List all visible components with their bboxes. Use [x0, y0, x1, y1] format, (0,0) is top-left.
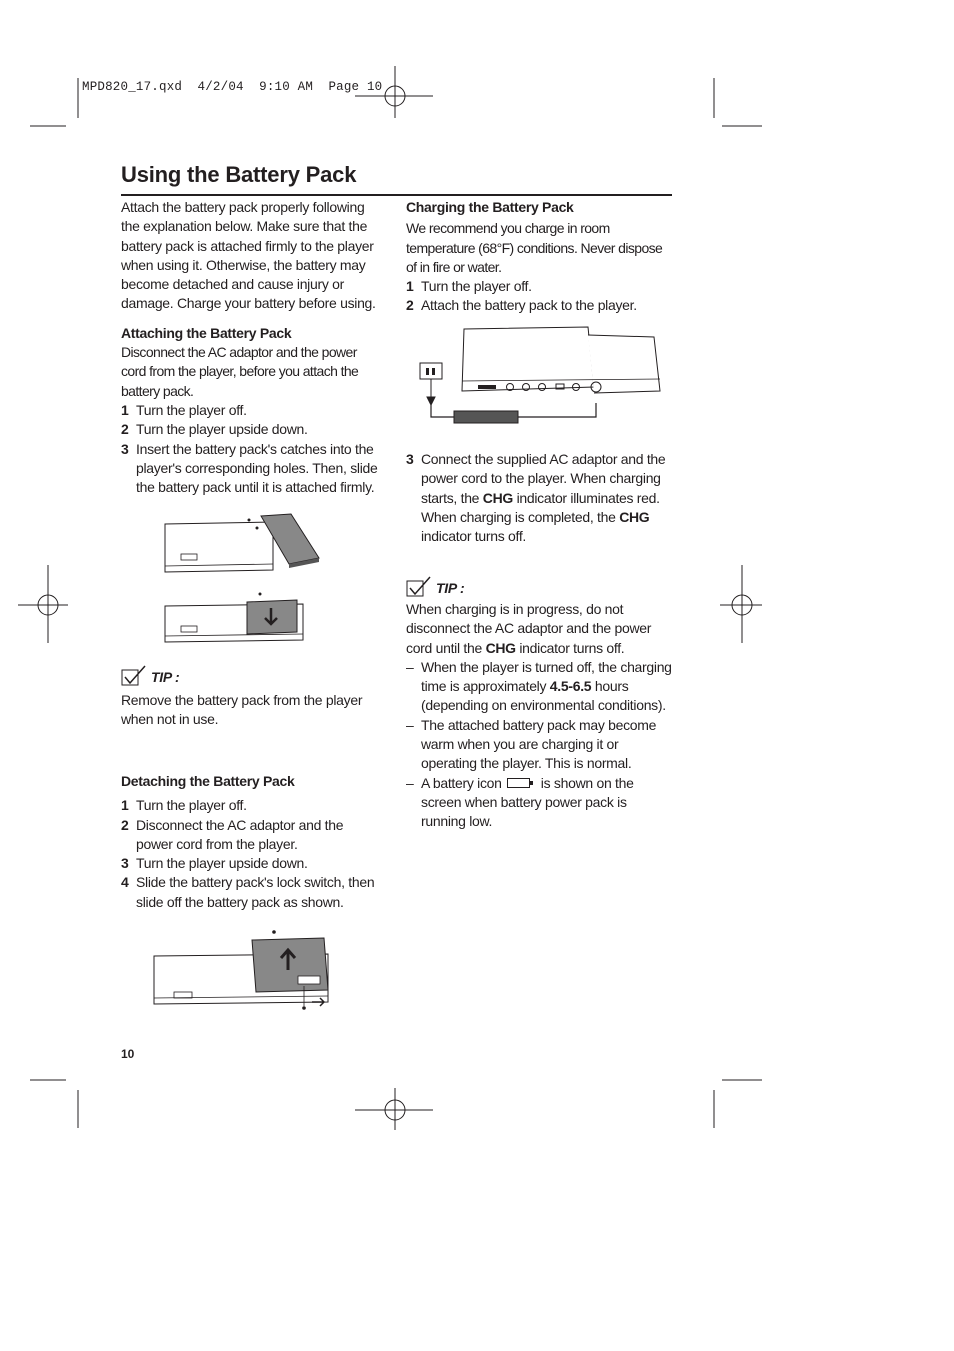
registration-mark-icon: [18, 565, 78, 645]
file-slug: MPD820_17.qxd 4/2/04 9:10 AM Page 10: [82, 80, 383, 94]
page-number: 10: [121, 1047, 135, 1061]
attach-heading: Attaching the Battery Pack: [121, 324, 292, 341]
list-item: – When the player is turned off, the charging time is approximately 4.5-6.5 hours (depending on environmental conditions).: [406, 658, 672, 714]
list-item: – The attached battery pack may become warm when you are charging it or operating the player. This is normal.: [406, 716, 657, 772]
checkmark-tip-icon: [121, 665, 147, 687]
tip-text: When charging is in progress, do not disconnect the AC adaptor and the power cord until the CHG indicator turns off.: [406, 601, 652, 656]
list-item: 2 Attach the battery pack to the player.: [406, 297, 637, 314]
power-plug-icon: [420, 363, 442, 379]
right-tip: [406, 576, 672, 832]
tip-label: TIP :: [436, 579, 465, 596]
list-item: 3 Insert the battery pack's catches into the player's corresponding holes. Then, slide the battery pack until it is attached firmly.: [121, 440, 378, 496]
list-item: 3 Connect the supplied AC adaptor and the power cord to the player. When charging starts, the CHG indicator illuminates red. When charging is completed, the CHG indicator turns off.: [406, 451, 666, 545]
registration-mark-icon: [355, 66, 435, 126]
checkmark-tip-icon: [406, 576, 432, 598]
intro-text: Attach the battery pack properly following the explanation below. Make sure that the battery pack is attached firmly to the player when using it. Otherwise, the battery may become detached and cause injury or damage. Charge your battery before using.: [121, 199, 376, 312]
title-rule: [121, 194, 672, 196]
list-item: 1 Turn the player off.: [121, 797, 247, 814]
charge-step-3: [406, 450, 672, 546]
left-column: [121, 198, 383, 497]
list-item: 1 Turn the player off.: [121, 401, 247, 418]
list-item: 1 Turn the player off.: [406, 278, 532, 295]
attach-battery-illustration: [163, 510, 333, 580]
charge-heading: Charging the Battery Pack: [406, 199, 574, 215]
charge-steps: [406, 277, 672, 316]
left-tip: [121, 665, 383, 730]
slide-battery-illustration: [163, 592, 333, 652]
list-item: 2 Disconnect the AC adaptor and the power cord from the player.: [121, 816, 344, 852]
tip-label: TIP :: [151, 668, 180, 685]
tip-text: Remove the battery pack from the player when not in use.: [121, 692, 363, 728]
detach-heading: Detaching the Battery Pack: [121, 773, 295, 789]
list-item: 2 Turn the player upside down.: [121, 421, 308, 438]
registration-mark-icon: [712, 565, 772, 645]
attach-steps: [121, 401, 383, 497]
registration-mark-icon: [355, 1080, 435, 1140]
detach-steps: [121, 796, 383, 912]
list-item: 3 Turn the player upside down.: [121, 855, 308, 872]
charge-intro: We recommend you charge in room temperature (68°F) conditions. Never dispose of in fire or water.: [406, 220, 663, 275]
attach-note: Disconnect the AC adaptor and the power cord from the player, before you attach the battery pack.: [121, 344, 359, 399]
battery-icon: [507, 778, 535, 789]
right-column: [406, 198, 672, 316]
tip-bullets: [406, 658, 672, 832]
detach-battery-illustration: [152, 928, 342, 1018]
detach-section: [121, 772, 383, 912]
page-title: Using the Battery Pack: [121, 162, 357, 187]
list-item: – A battery icon is shown on the screen when battery power pack is running low.: [406, 774, 634, 830]
list-item: 4 Slide the battery pack's lock switch, then slide off the battery pack as shown.: [121, 874, 375, 910]
charging-illustration: [418, 325, 678, 435]
